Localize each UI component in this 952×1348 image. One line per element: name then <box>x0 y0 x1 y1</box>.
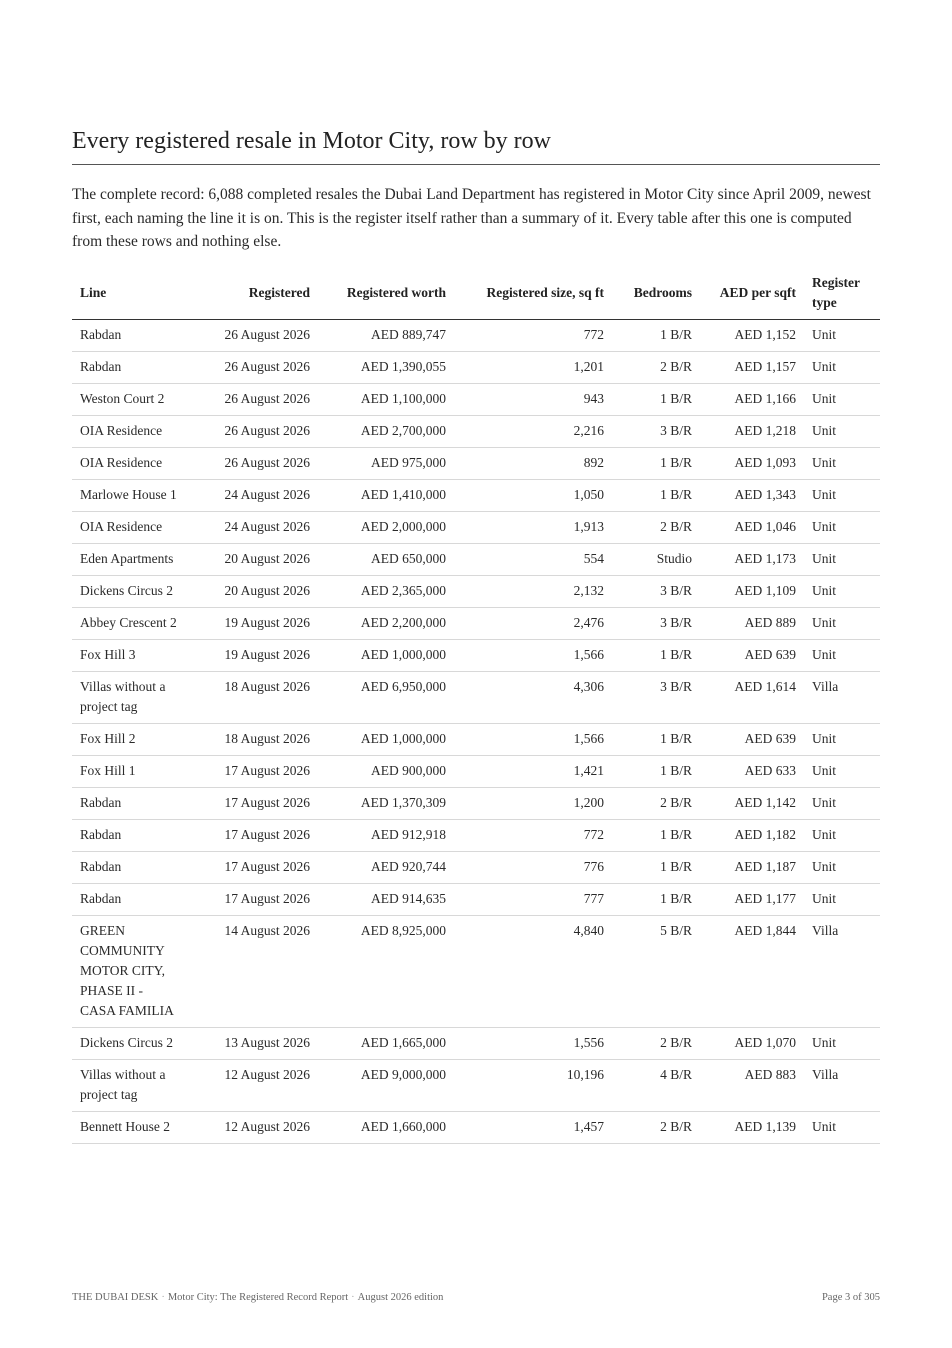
cell-registered-size: 1,421 <box>454 756 612 788</box>
cell-bedrooms: 1 B/R <box>612 384 700 416</box>
column-header-line: Line <box>72 266 190 320</box>
cell-registered-size: 1,566 <box>454 640 612 672</box>
footer-report-title: Motor City: The Registered Record Report <box>167 1292 349 1303</box>
cell-registered-size: 1,200 <box>454 788 612 820</box>
cell-aed-per-sqft: AED 639 <box>700 640 804 672</box>
cell-registered-worth: AED 1,390,055 <box>318 352 454 384</box>
table-row <box>72 1028 880 1060</box>
cell-register-type: Unit <box>804 640 880 672</box>
cell-registered-size: 2,476 <box>454 608 612 640</box>
cell-registered-date: 26 August 2026 <box>190 416 318 448</box>
table-row <box>72 884 880 916</box>
cell-register-type: Unit <box>804 724 880 756</box>
table-header-row <box>72 266 880 320</box>
cell-bedrooms: 4 B/R <box>612 1060 700 1112</box>
cell-registered-worth: AED 900,000 <box>318 756 454 788</box>
cell-registered-worth: AED 1,000,000 <box>318 640 454 672</box>
page-title: Every registered resale in Motor City, row by row <box>72 128 551 154</box>
cell-bedrooms: 3 B/R <box>612 416 700 448</box>
cell-registered-date: 12 August 2026 <box>190 1112 318 1144</box>
cell-registered-worth: AED 1,660,000 <box>318 1112 454 1144</box>
cell-aed-per-sqft: AED 1,070 <box>700 1028 804 1060</box>
table-row <box>72 724 880 756</box>
cell-line: Rabdan <box>72 320 190 352</box>
cell-register-type: Unit <box>804 448 880 480</box>
table-row <box>72 512 880 544</box>
cell-registered-worth: AED 1,665,000 <box>318 1028 454 1060</box>
cell-registered-date: 17 August 2026 <box>190 884 318 916</box>
cell-register-type: Unit <box>804 352 880 384</box>
table-row <box>72 1112 880 1144</box>
cell-line: OIA Residence <box>72 416 190 448</box>
footer-publication: THE DUBAI DESK <box>72 1292 159 1303</box>
cell-aed-per-sqft: AED 1,614 <box>700 672 804 724</box>
cell-registered-date: 14 August 2026 <box>190 916 318 1028</box>
cell-registered-date: 13 August 2026 <box>190 1028 318 1060</box>
table-row <box>72 756 880 788</box>
cell-bedrooms: 1 B/R <box>612 820 700 852</box>
title-divider <box>72 164 880 165</box>
cell-registered-size: 892 <box>454 448 612 480</box>
cell-bedrooms: 1 B/R <box>612 756 700 788</box>
cell-registered-size: 772 <box>454 820 612 852</box>
cell-line: Bennett House 2 <box>72 1112 190 1144</box>
cell-registered-worth: AED 6,950,000 <box>318 672 454 724</box>
cell-aed-per-sqft: AED 883 <box>700 1060 804 1112</box>
cell-aed-per-sqft: AED 1,182 <box>700 820 804 852</box>
cell-line: Rabdan <box>72 352 190 384</box>
cell-line: Marlowe House 1 <box>72 480 190 512</box>
cell-bedrooms: 2 B/R <box>612 352 700 384</box>
intro-paragraph: The complete record: 6,088 completed resales the Dubai Land Department has registered in Motor City since April 2009, newest first, each naming the line it is on. This is the register itself rather than a summary of it. Every table after this one is computed from these rows and nothing else. <box>72 186 871 250</box>
cell-line: Villas without a project tag <box>72 672 190 724</box>
cell-line: Rabdan <box>72 852 190 884</box>
cell-line: Fox Hill 1 <box>72 756 190 788</box>
table-row <box>72 352 880 384</box>
column-header-register-type: Register type <box>804 266 880 320</box>
cell-aed-per-sqft: AED 1,177 <box>700 884 804 916</box>
cell-registered-size: 4,306 <box>454 672 612 724</box>
table-row <box>72 1060 880 1112</box>
cell-register-type: Unit <box>804 512 880 544</box>
cell-registered-size: 1,913 <box>454 512 612 544</box>
cell-register-type: Unit <box>804 1028 880 1060</box>
cell-line: Rabdan <box>72 820 190 852</box>
footer-page-number: Page 3 of 305 <box>821 1292 880 1303</box>
resale-records-table <box>72 266 880 1144</box>
cell-registered-worth: AED 920,744 <box>318 852 454 884</box>
cell-aed-per-sqft: AED 1,218 <box>700 416 804 448</box>
cell-registered-worth: AED 975,000 <box>318 448 454 480</box>
cell-line: Fox Hill 2 <box>72 724 190 756</box>
cell-register-type: Villa <box>804 916 880 1028</box>
cell-register-type: Unit <box>804 416 880 448</box>
table-body <box>72 320 880 1144</box>
column-header-aed-per-sqft: AED per sqft <box>700 266 804 320</box>
cell-register-type: Unit <box>804 1112 880 1144</box>
cell-line: Eden Apartments <box>72 544 190 576</box>
cell-aed-per-sqft: AED 1,844 <box>700 916 804 1028</box>
cell-registered-size: 1,566 <box>454 724 612 756</box>
cell-register-type: Unit <box>804 884 880 916</box>
cell-bedrooms: 3 B/R <box>612 672 700 724</box>
cell-bedrooms: 5 B/R <box>612 916 700 1028</box>
cell-line: Villas without a project tag <box>72 1060 190 1112</box>
cell-aed-per-sqft: AED 1,093 <box>700 448 804 480</box>
cell-line: Abbey Crescent 2 <box>72 608 190 640</box>
cell-bedrooms: 1 B/R <box>612 448 700 480</box>
cell-bedrooms: 1 B/R <box>612 724 700 756</box>
cell-aed-per-sqft: AED 1,157 <box>700 352 804 384</box>
cell-aed-per-sqft: AED 1,343 <box>700 480 804 512</box>
cell-registered-size: 1,556 <box>454 1028 612 1060</box>
cell-registered-date: 24 August 2026 <box>190 512 318 544</box>
cell-registered-date: 18 August 2026 <box>190 672 318 724</box>
cell-registered-size: 10,196 <box>454 1060 612 1112</box>
cell-registered-size: 1,050 <box>454 480 612 512</box>
cell-bedrooms: 1 B/R <box>612 640 700 672</box>
table-row <box>72 320 880 352</box>
cell-registered-size: 1,201 <box>454 352 612 384</box>
cell-register-type: Unit <box>804 788 880 820</box>
cell-registered-date: 18 August 2026 <box>190 724 318 756</box>
cell-line: Dickens Circus 2 <box>72 1028 190 1060</box>
cell-register-type: Villa <box>804 1060 880 1112</box>
cell-aed-per-sqft: AED 1,166 <box>700 384 804 416</box>
table-row <box>72 640 880 672</box>
cell-registered-worth: AED 1,370,309 <box>318 788 454 820</box>
cell-registered-date: 24 August 2026 <box>190 480 318 512</box>
table-row <box>72 820 880 852</box>
cell-aed-per-sqft: AED 1,142 <box>700 788 804 820</box>
cell-registered-date: 20 August 2026 <box>190 576 318 608</box>
cell-aed-per-sqft: AED 1,046 <box>700 512 804 544</box>
cell-register-type: Unit <box>804 480 880 512</box>
cell-registered-worth: AED 914,635 <box>318 884 454 916</box>
cell-line: Fox Hill 3 <box>72 640 190 672</box>
table-row <box>72 448 880 480</box>
cell-register-type: Unit <box>804 756 880 788</box>
cell-aed-per-sqft: AED 639 <box>700 724 804 756</box>
cell-bedrooms: 2 B/R <box>612 788 700 820</box>
cell-bedrooms: 2 B/R <box>612 512 700 544</box>
table-row <box>72 544 880 576</box>
cell-aed-per-sqft: AED 1,187 <box>700 852 804 884</box>
cell-register-type: Unit <box>804 384 880 416</box>
table-row <box>72 788 880 820</box>
cell-registered-date: 26 August 2026 <box>190 448 318 480</box>
table-row <box>72 576 880 608</box>
cell-registered-date: 17 August 2026 <box>190 788 318 820</box>
cell-aed-per-sqft: AED 889 <box>700 608 804 640</box>
cell-registered-size: 2,132 <box>454 576 612 608</box>
cell-registered-worth: AED 2,365,000 <box>318 576 454 608</box>
cell-line: Rabdan <box>72 788 190 820</box>
table-row <box>72 672 880 724</box>
cell-aed-per-sqft: AED 1,139 <box>700 1112 804 1144</box>
table-row <box>72 480 880 512</box>
footer-edition: August 2026 edition <box>357 1292 444 1303</box>
cell-aed-per-sqft: AED 1,152 <box>700 320 804 352</box>
cell-registered-size: 777 <box>454 884 612 916</box>
table-row <box>72 608 880 640</box>
cell-registered-worth: AED 1,410,000 <box>318 480 454 512</box>
cell-register-type: Villa <box>804 672 880 724</box>
cell-bedrooms: 2 B/R <box>612 1112 700 1144</box>
cell-bedrooms: 1 B/R <box>612 480 700 512</box>
cell-register-type: Unit <box>804 576 880 608</box>
cell-registered-worth: AED 1,000,000 <box>318 724 454 756</box>
cell-register-type: Unit <box>804 820 880 852</box>
table-row <box>72 852 880 884</box>
cell-registered-date: 12 August 2026 <box>190 1060 318 1112</box>
cell-aed-per-sqft: AED 633 <box>700 756 804 788</box>
cell-bedrooms: 1 B/R <box>612 852 700 884</box>
table-row <box>72 416 880 448</box>
column-header-registered: Registered <box>190 266 318 320</box>
cell-registered-worth: AED 2,700,000 <box>318 416 454 448</box>
cell-registered-worth: AED 650,000 <box>318 544 454 576</box>
cell-registered-worth: AED 2,200,000 <box>318 608 454 640</box>
cell-registered-worth: AED 889,747 <box>318 320 454 352</box>
cell-registered-size: 943 <box>454 384 612 416</box>
cell-line: Dickens Circus 2 <box>72 576 190 608</box>
cell-registered-size: 2,216 <box>454 416 612 448</box>
cell-registered-worth: AED 8,925,000 <box>318 916 454 1028</box>
cell-registered-size: 772 <box>454 320 612 352</box>
cell-registered-date: 20 August 2026 <box>190 544 318 576</box>
cell-registered-date: 19 August 2026 <box>190 640 318 672</box>
cell-line: Weston Court 2 <box>72 384 190 416</box>
cell-aed-per-sqft: AED 1,109 <box>700 576 804 608</box>
cell-bedrooms: 3 B/R <box>612 608 700 640</box>
cell-bedrooms: 3 B/R <box>612 576 700 608</box>
cell-registered-date: 17 August 2026 <box>190 820 318 852</box>
cell-registered-worth: AED 9,000,000 <box>318 1060 454 1112</box>
cell-line: GREEN COMMUNITY MOTOR CITY, PHASE II - CASA FAMILIA <box>72 916 190 1028</box>
cell-registered-worth: AED 912,918 <box>318 820 454 852</box>
cell-register-type: Unit <box>804 320 880 352</box>
cell-register-type: Unit <box>804 544 880 576</box>
cell-registered-worth: AED 1,100,000 <box>318 384 454 416</box>
cell-bedrooms: Studio <box>612 544 700 576</box>
cell-line: OIA Residence <box>72 448 190 480</box>
table-row <box>72 916 880 1028</box>
page-footer: THE DUBAI DESK · Motor City: The Registered Record Report · August 2026 edition Page 3 of 305 <box>72 1292 880 1303</box>
table-row <box>72 384 880 416</box>
cell-line: OIA Residence <box>72 512 190 544</box>
cell-registered-worth: AED 2,000,000 <box>318 512 454 544</box>
cell-aed-per-sqft: AED 1,173 <box>700 544 804 576</box>
column-header-registered-worth: Registered worth <box>318 266 454 320</box>
cell-registered-date: 26 August 2026 <box>190 320 318 352</box>
cell-registered-size: 4,840 <box>454 916 612 1028</box>
cell-line: Rabdan <box>72 884 190 916</box>
cell-registered-size: 554 <box>454 544 612 576</box>
cell-registered-date: 17 August 2026 <box>190 852 318 884</box>
cell-registered-date: 19 August 2026 <box>190 608 318 640</box>
column-header-bedrooms: Bedrooms <box>612 266 700 320</box>
cell-register-type: Unit <box>804 852 880 884</box>
cell-registered-date: 17 August 2026 <box>190 756 318 788</box>
cell-registered-size: 776 <box>454 852 612 884</box>
cell-registered-date: 26 August 2026 <box>190 352 318 384</box>
cell-registered-size: 1,457 <box>454 1112 612 1144</box>
cell-bedrooms: 1 B/R <box>612 884 700 916</box>
cell-bedrooms: 2 B/R <box>612 1028 700 1060</box>
cell-registered-date: 26 August 2026 <box>190 384 318 416</box>
column-header-registered-size: Registered size, sq ft <box>454 266 612 320</box>
cell-bedrooms: 1 B/R <box>612 320 700 352</box>
cell-register-type: Unit <box>804 608 880 640</box>
